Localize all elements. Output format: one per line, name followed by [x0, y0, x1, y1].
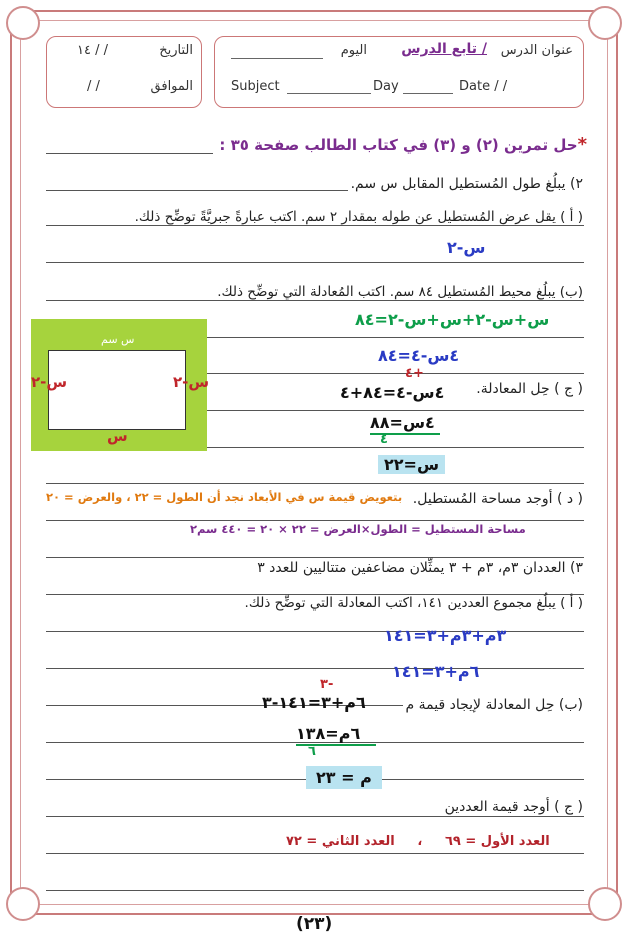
q2a-answer: س-٢	[447, 238, 486, 257]
title-text: حل تمرين (٢) و (٣) في كتاب الطالب صفحة ٣٥ :	[219, 136, 578, 154]
ruled-line	[207, 447, 584, 448]
q2c-step2-divisor: ٤	[380, 432, 388, 447]
day-line	[231, 58, 323, 59]
q2c-step2: ٤س=٨٨	[370, 413, 435, 432]
q3c-answer: العدد الأول = ٦٩ ، العدد الثاني = ٧٢	[286, 834, 550, 849]
corresponding-value: / /	[87, 79, 100, 94]
q2c-result	[378, 455, 445, 474]
q3b-result-box: م = ٢٣	[306, 766, 382, 789]
lesson-title-value: تابع الدرس /	[401, 41, 487, 57]
ruled-line	[46, 483, 584, 484]
rectangle-shape	[48, 350, 186, 430]
q2b-answer-2: ٤س-٤=٨٤	[378, 346, 460, 365]
ruled-line	[207, 410, 584, 411]
diagram-right-label: س-٢	[173, 373, 210, 391]
q2a-text: ( أ ) يقل عرض المُستطيل عن طوله بمقدار ٢ سم. اكتب عبارةً جبريَّةً توضِّح ذلك.	[132, 209, 586, 225]
q2d-text: ( د ) أوجد مساحة المُستطيل.	[410, 491, 586, 507]
q2c-step1: ٤س-٤=٨٤+٤	[340, 383, 445, 402]
q2c-text: ( ج ) حِل المعادلة.	[473, 381, 586, 397]
q3b-text: (ب) حِل المعادلة لإيجاد قيمة م	[403, 697, 587, 713]
q3a-answer-1: ٣م+٣م+٣=١٤١	[384, 626, 507, 645]
ruled-line	[46, 557, 584, 558]
q3b-step1: ٦م+٣=١٤١-٣	[262, 693, 366, 712]
ruled-line	[46, 262, 584, 263]
ruled-line	[207, 337, 584, 338]
q3b-step1-mark: -٣	[320, 677, 334, 692]
q3a-answer-2: ٦م+٣=١٤١	[392, 662, 480, 681]
q3c-text: ( ج ) أوجد قيمة العددين	[442, 799, 586, 815]
ruled-line	[46, 853, 584, 854]
date-box	[46, 36, 202, 108]
q3b-result	[306, 768, 382, 787]
day-label: اليوم	[340, 43, 367, 58]
corner-ornament	[6, 887, 40, 921]
subject-line	[287, 93, 371, 94]
ruled-line	[46, 300, 584, 301]
q2d-answer-2: مساحة المستطيل = الطول×العرض = ٢٢ × ٢٠ = ٤٤٠ سم٢	[190, 522, 526, 536]
corresponding-label: الموافق	[150, 79, 193, 94]
lesson-info-box	[214, 36, 584, 108]
page-number: (٢٣)	[296, 914, 333, 934]
rectangle-diagram	[31, 319, 210, 451]
ruled-line	[46, 225, 584, 226]
q2c-result-box: س=٢٢	[378, 455, 445, 474]
date-label-en: Date / /	[459, 79, 508, 94]
subject-label-en: Subject	[231, 79, 280, 94]
q2b-text: (ب) يبلُغ محيط المُستطيل ٨٤ سم. اكتب المُعادلة التي توضِّح ذلك.	[214, 284, 586, 300]
ruled-line	[207, 373, 584, 374]
q2d-answer-1: بتعويض قيمة س في الأبعاد نجد أن الطول = ٢٢ ، والعرض = ٢٠	[46, 490, 403, 504]
diagram-top-label: س سم	[101, 333, 135, 346]
q3a-text: ( أ ) يبلُغ مجموع العددين ١٤١، اكتب المعادلة التي توضِّح ذلك.	[242, 595, 586, 611]
diagram-left-label: س-٢	[31, 373, 68, 391]
date-value: / / ١٤	[77, 43, 108, 58]
q2b-answer-1: س+س-٢+س+س-٢=٨٤	[355, 310, 550, 329]
day-en-line	[403, 93, 453, 94]
corner-ornament	[588, 887, 622, 921]
lesson-title-label: عنوان الدرس	[500, 43, 573, 58]
q3-intro: ٣) العددان ٣م، ٣م + ٣ يمثِّلان مضاعفين متتاليين للعدد ٣	[254, 560, 586, 576]
day-label-en: Day	[373, 79, 399, 94]
ruled-line	[46, 890, 584, 891]
corner-ornament	[6, 6, 40, 40]
diagram-bottom-label: س	[107, 427, 128, 445]
title-star: *	[577, 134, 587, 155]
q2c-step1-mark: +٤	[405, 366, 424, 381]
q2-intro: ٢) يبلُغ طول المُستطيل المقابل س سم.	[348, 176, 586, 192]
ruled-line	[46, 668, 584, 669]
date-label: التاريخ	[159, 43, 193, 58]
ruled-line	[46, 520, 584, 521]
q3b-step2: ٦م=١٣٨	[296, 724, 361, 743]
q3b-step2-divisor: ٦	[308, 744, 316, 759]
ruled-line	[46, 816, 584, 817]
exercise-title	[213, 134, 590, 155]
corner-ornament	[588, 6, 622, 40]
